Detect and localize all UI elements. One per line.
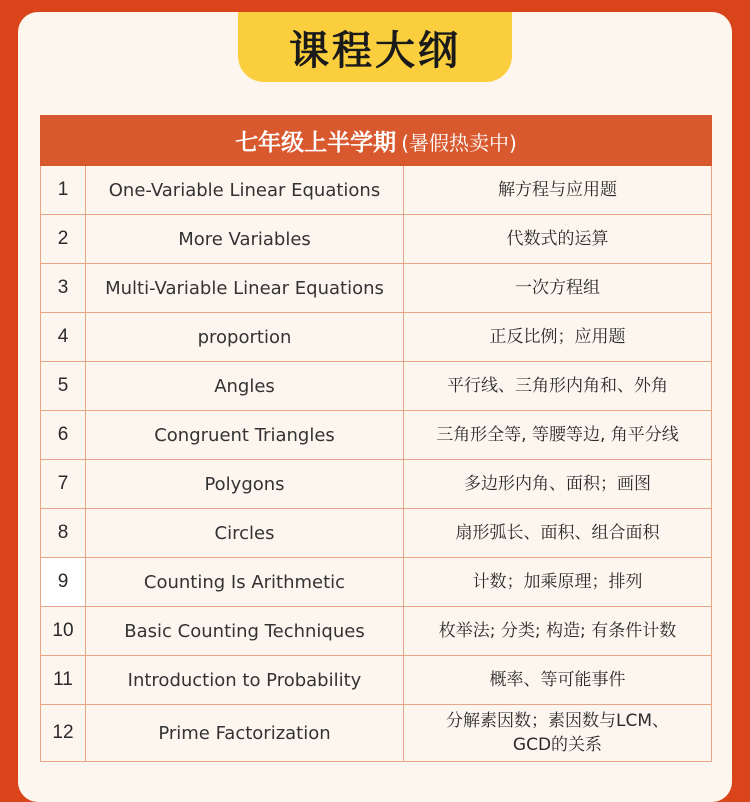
lesson-topic: Polygons [86, 460, 404, 509]
lesson-description: 三角形全等, 等腰等边, 角平分线 [404, 411, 712, 460]
lesson-number: 11 [41, 656, 86, 705]
lesson-topic: Basic Counting Techniques [86, 607, 404, 656]
lesson-topic: Circles [86, 509, 404, 558]
table-row [41, 264, 712, 313]
page-title: 课程大纲 [289, 27, 461, 74]
lesson-topic: More Variables [86, 215, 404, 264]
lesson-description: 概率、等可能事件 [404, 656, 712, 705]
lesson-number: 5 [41, 362, 86, 411]
table-row [41, 215, 712, 264]
title-banner [238, 12, 512, 82]
lesson-description-line-1: 分解素因数；素因数与LCM、 [445, 711, 669, 731]
semester-note: (暑假热卖中) [401, 131, 517, 155]
lesson-description: 扇形弧长、面积、组合面积 [404, 509, 712, 558]
lesson-number: 7 [41, 460, 86, 509]
lesson-description: 枚举法; 分类; 构造; 有条件计数 [404, 607, 712, 656]
lesson-number: 3 [41, 264, 86, 313]
semester-header [41, 116, 712, 166]
table-row [41, 656, 712, 705]
table-row [41, 460, 712, 509]
lesson-description [404, 705, 712, 762]
table-row [41, 705, 712, 762]
lesson-description: 解方程与应用题 [404, 166, 712, 215]
lesson-number: 6 [41, 411, 86, 460]
lesson-number: 1 [41, 166, 86, 215]
table-row [41, 362, 712, 411]
syllabus-table [40, 115, 712, 762]
lesson-topic: Introduction to Probability [86, 656, 404, 705]
lesson-number: 9 [41, 558, 86, 607]
lesson-topic: One-Variable Linear Equations [86, 166, 404, 215]
table-row [41, 607, 712, 656]
table-row [41, 558, 712, 607]
table-row [41, 313, 712, 362]
lesson-topic: proportion [86, 313, 404, 362]
lesson-number: 12 [41, 705, 86, 762]
semester-title: 七年级上半学期 [235, 130, 397, 156]
table-row [41, 509, 712, 558]
lesson-topic: Multi-Variable Linear Equations [86, 264, 404, 313]
lesson-number: 10 [41, 607, 86, 656]
lesson-description: 多边形内角、面积；画图 [404, 460, 712, 509]
lesson-description-line-2: GCD的关系 [512, 735, 603, 755]
lesson-description: 代数式的运算 [404, 215, 712, 264]
lesson-description: 计数；加乘原理；排列 [404, 558, 712, 607]
lesson-number: 2 [41, 215, 86, 264]
lesson-number: 4 [41, 313, 86, 362]
table-row [41, 411, 712, 460]
lesson-number: 8 [41, 509, 86, 558]
lesson-description: 一次方程组 [404, 264, 712, 313]
table-header-row [41, 116, 712, 166]
table-row [41, 166, 712, 215]
lesson-topic: Congruent Triangles [86, 411, 404, 460]
lesson-topic: Angles [86, 362, 404, 411]
lesson-topic: Prime Factorization [86, 705, 404, 762]
lesson-topic: Counting Is Arithmetic [86, 558, 404, 607]
lesson-description: 平行线、三角形内角和、外角 [404, 362, 712, 411]
lesson-description: 正反比例；应用题 [404, 313, 712, 362]
